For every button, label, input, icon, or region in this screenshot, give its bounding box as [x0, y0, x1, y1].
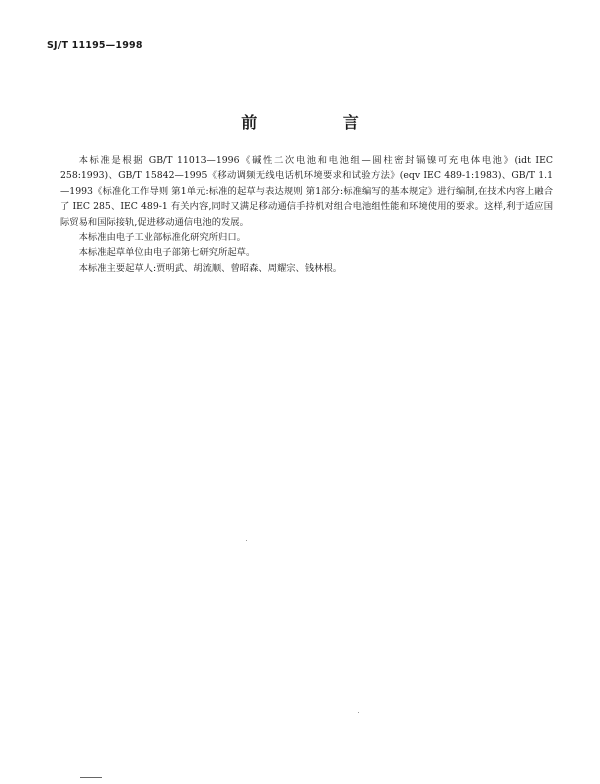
paragraph-drafting-unit: 本标准起草单位由电子部第七研究所起草。	[78, 247, 256, 259]
page-title: 前 言	[241, 113, 399, 132]
scan-speck	[246, 540, 247, 541]
paragraph-drafters: 本标准主要起草人:贾明武、胡流顺、曾昭森、周耀宗、钱林根。	[78, 262, 343, 274]
standard-code: SJ/T 11195—1998	[47, 40, 143, 51]
paragraph-responsible-unit: 本标准由电子工业部标准化研究所归口。	[78, 232, 246, 244]
foreword-body	[60, 153, 553, 276]
scan-speck	[358, 712, 359, 713]
paragraph-basis: 本标准是根据 GB/T 11013—1996《碱性二次电池和电池组—圆柱密封镉镍可充电体电池》(idt IEC 258:1993)、GB/T 15842—1995《移动调频无线电话机环境要求和试验方法》(eqv IEC 489-1:1983)、GB/T 1.1—1993《标准化工作导则 第1单元:标准的起草与表达规则 第1部分:标准编写的基本规定》进行编制,在技术内容上融合了 IEC 285、IEC 489-1 有关内容,同时又满足移动通信手持机对组合电池组性能和环境使用的要求。这样,利于适应国际贸易和国际接轨,促进移动通信电池的发展。	[60, 155, 553, 228]
footer-rule	[80, 777, 102, 778]
